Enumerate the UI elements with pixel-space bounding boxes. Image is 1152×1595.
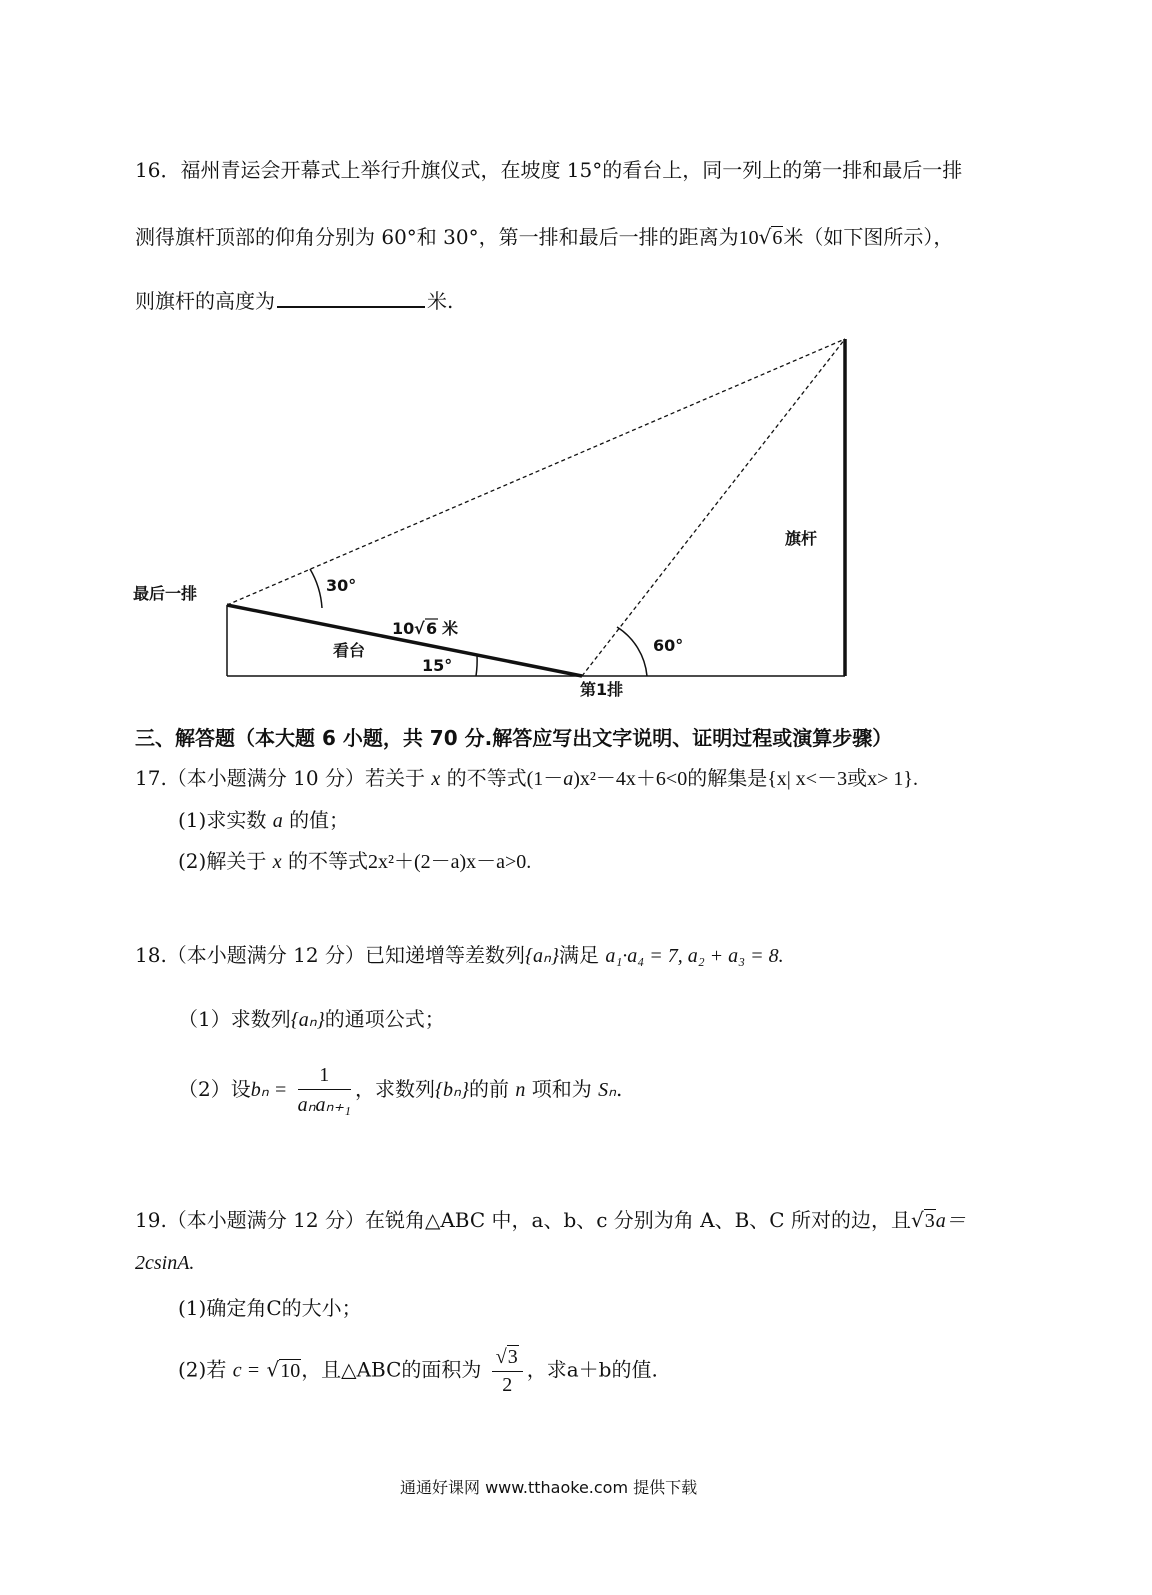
q18-p2-e: .	[616, 1077, 623, 1101]
q19-p2-a: (2)若	[178, 1357, 227, 1382]
q16-line2	[135, 221, 953, 250]
q19-p2-c: c =	[232, 1359, 261, 1382]
distance-sqrt-value: 6	[426, 619, 438, 638]
sight-line-last-row	[227, 339, 845, 605]
q17-var-x: x	[431, 768, 441, 790]
q18-p2-b: ，求数列	[355, 1077, 436, 1101]
label-angle-60: 60°	[653, 636, 684, 655]
q19-part1: (1)确定角C的大小；	[178, 1296, 362, 1320]
q19-p2-sqrt: 10	[280, 1359, 301, 1382]
q16-line1: 16．福州青运会开幕式上举行升旗仪式，在坡度 15°的看台上，同一列上的第一排和最后一排	[135, 158, 963, 182]
q18-seq: {aₙ}	[524, 945, 559, 967]
q19-fraction-denominator: 2	[502, 1374, 513, 1396]
label-angle-15: 15°	[422, 656, 453, 675]
q18-p2-lhs: bₙ =	[250, 1079, 288, 1101]
q16-line2-text-a: 测得旗杆顶部的仰角分别为 60°和 30°，第一排和最后一排的距离为	[135, 225, 739, 249]
q17-line1	[135, 762, 918, 791]
q19-fraction-numerator	[492, 1345, 523, 1372]
q16-line3-text-a: 则旗杆的高度为	[135, 289, 275, 313]
q18-p1-seq: {aₙ}	[290, 1009, 325, 1031]
q16-line3-text-b: 米.	[427, 289, 454, 313]
q19-line1	[135, 1204, 966, 1233]
sqrt-symbol: √	[910, 1208, 924, 1232]
q19-line1-a: 19.（本小题满分 12 分）在锐角△ABC 中，a、b、c 分别为角 A、B、C 所对的边，且	[135, 1208, 911, 1232]
q18-part2	[178, 1064, 622, 1117]
q16-line2-num: 10	[738, 227, 759, 249]
q18-p1-a: （1）求数列	[178, 1007, 291, 1031]
q17-head: 17.（本小题满分 10 分）若关于	[135, 766, 425, 790]
q16-line3	[135, 285, 453, 314]
q18-p2-n: n	[515, 1079, 526, 1101]
q18-mid: 满足	[558, 943, 599, 967]
q17-p2-var: x	[272, 851, 282, 873]
flagpole-diagram	[120, 325, 880, 705]
sqrt-symbol: √	[266, 1357, 280, 1382]
q17-p1-tail: 的值；	[289, 808, 350, 832]
q17-expr: )x²－4x＋6<0的解集是{x| x<－3或x> 1}.	[573, 768, 918, 790]
label-pole: 旗杆	[785, 529, 818, 548]
q19-line2: 2csinA.	[135, 1252, 195, 1274]
q19-line1-b: a＝	[935, 1210, 966, 1232]
answer-blank[interactable]	[277, 288, 425, 308]
q17-mid: 的不等式(1－	[446, 768, 564, 790]
q17-p2-text: (2)解关于	[178, 849, 267, 873]
label-first-row: 第1排	[580, 680, 624, 699]
q18-head: 18.（本小题满分 12 分）已知递增等差数列	[135, 943, 525, 967]
distance-sqrt-sign: √	[414, 619, 425, 638]
q17-p1-text: (1)求实数	[178, 808, 267, 832]
q18-p2-d: 项和为	[531, 1077, 592, 1101]
q17-part2	[178, 845, 531, 874]
q19-p2-b: ，且△ABC的面积为	[301, 1357, 482, 1382]
q19-p2-d: ，求a＋b的值.	[526, 1357, 658, 1382]
q19-part2	[178, 1345, 658, 1397]
q16-line2-text-b: 米（如下图所示），	[783, 225, 954, 249]
label-last-row: 最后一排	[133, 584, 198, 603]
q18-p1-b: 的通项公式；	[324, 1007, 445, 1031]
label-stand: 看台	[333, 641, 366, 660]
label-angle-30: 30°	[326, 576, 357, 595]
q19-fraction-sqrt: 3	[507, 1346, 518, 1368]
q18-p2-a: （2）设	[178, 1077, 251, 1101]
distance-number: 10	[392, 619, 415, 638]
sqrt-symbol: √	[758, 225, 772, 249]
q16-line2-sqrt: 6	[772, 227, 783, 249]
stand-line	[227, 605, 582, 676]
q17-var-a: a	[563, 768, 574, 790]
label-distance	[392, 619, 458, 638]
angle-arc-15	[476, 655, 477, 676]
q19-line1-sqrt: 3	[924, 1210, 935, 1232]
q18-part1	[178, 1003, 445, 1032]
q18-fraction-denominator: aₙaₙ₊₁	[297, 1094, 352, 1116]
angle-arc-60	[617, 627, 647, 676]
q18-line1	[135, 939, 784, 968]
q18-cond: a₁·a₄ = 7, a₂ + a₃ = 8.	[605, 945, 784, 967]
sight-line-first-row	[582, 339, 845, 676]
q18-p2-seq: {bₙ}	[435, 1079, 469, 1101]
q19-fraction	[492, 1345, 523, 1397]
section-heading: 三、解答题（本大题 6 小题，共 70 分.解答应写出文字说明、证明过程或演算步骤）	[135, 726, 893, 750]
angle-arc-30	[310, 569, 322, 608]
distance-unit: 米	[442, 619, 459, 638]
q17-p2-tail: 的不等式2x²＋(2－a)x－a>0.	[287, 851, 532, 873]
q18-fraction	[298, 1064, 351, 1117]
q17-part1	[178, 804, 349, 833]
q18-p2-c: 的前	[468, 1077, 509, 1101]
q18-p2-s: Sₙ	[598, 1079, 617, 1101]
q17-p1-var: a	[272, 810, 283, 832]
footer-text: 通通好课网 www.tthaoke.com 提供下载	[400, 1478, 698, 1497]
sqrt-symbol: √	[495, 1346, 507, 1368]
q18-fraction-numerator: 1	[298, 1064, 351, 1090]
